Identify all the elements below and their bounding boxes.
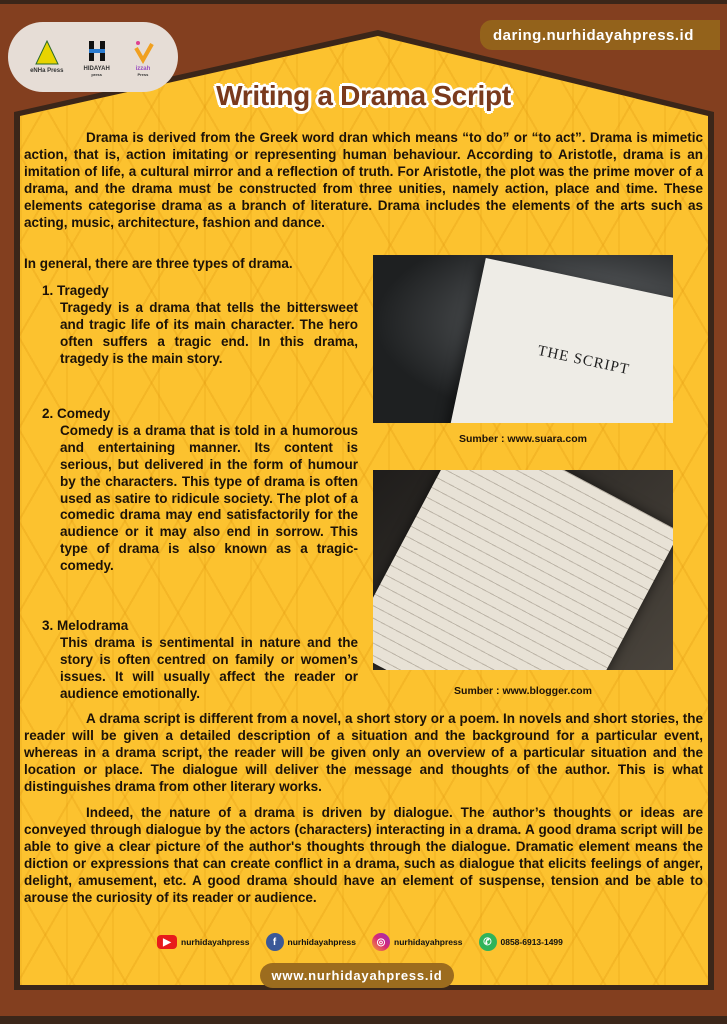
site-link-bottom[interactable]: www.nurhidayahpress.id [260, 963, 454, 988]
page-title: Writing a Drama Script [216, 80, 511, 111]
type-text: Tragedy is a drama that tells the bittersweet and tragic life of its main character. The hero often suffers a tragic end. In this drama, tragedy is the main story. [60, 299, 358, 366]
image-caption-1: Sumber : www.suara.com [459, 433, 587, 445]
types-intro: In general, there are three types of drama. [24, 256, 293, 271]
site-link-top[interactable]: daring.nurhidayahpress.id [480, 20, 720, 50]
social-links [157, 933, 579, 951]
whatsapp-icon: ✆ [479, 933, 497, 951]
logo-enha: eNHa Press [30, 40, 63, 74]
logo-izzah: izzah Press [130, 38, 156, 77]
type-tragedy [42, 283, 358, 368]
type-text: Comedy is a drama that is told in a humorous and entertaining manner. Its content is serious, but delivered in the form of humour by the characters. This type of drama is often used as satire to ridicule society. The plot of a comedic drama may end satisfactorily for the audience or it may also end in sorrow. This type of drama is also known as a tragic-comedy. [60, 422, 358, 574]
type-heading: 3. Melodrama [42, 618, 129, 633]
logo-hidayah: HIDAYAH press [84, 38, 110, 77]
instagram-icon: ◎ [372, 933, 390, 951]
script-photo-2 [373, 470, 673, 670]
paragraph-2: A drama script is different from a novel, a short story or a poem. In novels and short stories, the reader will be given a detailed description of a situation and the background for a particular event, whereas in a drama script, the reader will be given only an overview of a particular situation and the location or place. The dialogue will deliver the message and thoughts of the author. This is what distinguishes drama from other literary works. [24, 711, 703, 794]
type-heading: 2. Comedy [42, 406, 111, 421]
youtube-link[interactable]: ▶ nurhidayahpress [157, 935, 250, 949]
facebook-icon: f [266, 933, 284, 951]
script-photo-1: THE SCRIPT [373, 255, 673, 423]
whatsapp-link[interactable]: ✆ 0858-6913-1499 [479, 933, 563, 951]
instagram-link[interactable]: ◎ nurhidayahpress [372, 933, 463, 951]
type-comedy [42, 406, 358, 575]
facebook-link[interactable]: f nurhidayahpress [266, 933, 357, 951]
type-text: This drama is sentimental in nature and the story is often centred on family or women’s issues. It will usually affect the reader or audience emotionally. [60, 634, 358, 701]
image-caption-2: Sumber : www.blogger.com [454, 685, 592, 697]
type-heading: 1. Tragedy [42, 283, 109, 298]
paragraph-3: Indeed, the nature of a drama is driven by dialogue. The author’s thoughts or ideas are conveyed through dialogue by the actors (characters) interacting in a drama. A good drama script will be able to give a clear picture of the author's thoughts through the dialogue. Dramatic element means the diction or expressions that can create conflict in a drama, such as dialogue that elicits feelings of anger, delight, amusement, etc. A good drama should have an element of suspense, tension and be able to arouse the curiosity of its reader or audience. [24, 805, 703, 905]
type-melodrama [42, 618, 358, 703]
intro-paragraph: Drama is derived from the Greek word dran which means “to do” or “to act”. Drama is mimetic action, that is, action imitating or representing human behaviour. According to Aristotle, drama is an imitation of life, a cultural mirror and a reflection of truth. For Aristotle, the plot was the prime mover of a drama, and the drama must be constructed from three unities, namely action, place and time. These elements categorise drama as a branch of literature. Drama includes the elements of the arts such as acting, music, architecture, fashion and dance. [24, 130, 703, 230]
youtube-icon: ▶ [157, 935, 177, 949]
